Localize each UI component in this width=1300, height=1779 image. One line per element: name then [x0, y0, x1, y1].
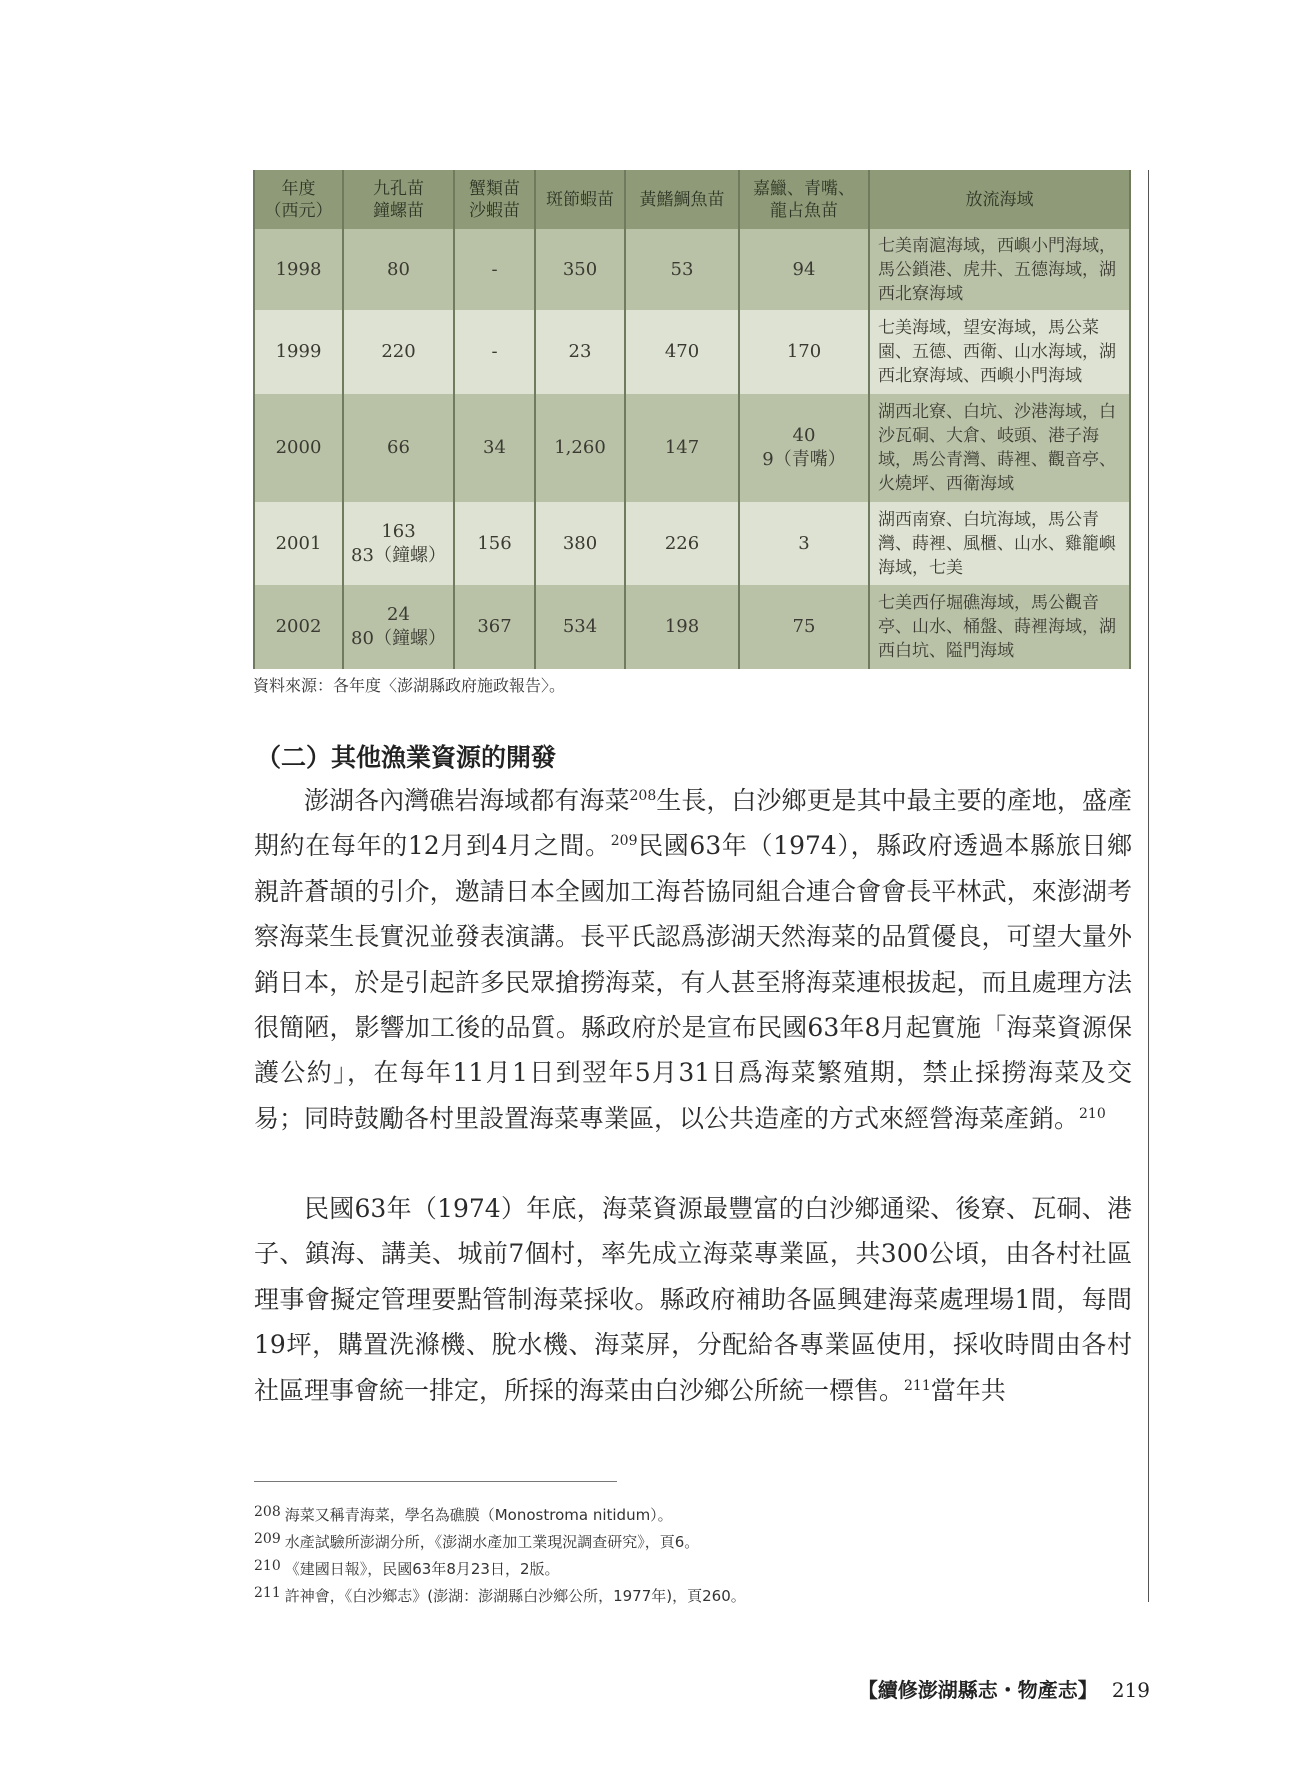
- paragraph-2: [254, 1186, 1132, 1413]
- release-area-cell: 七美西仔堀礁海域，馬公觀音亭、山水、桶盤、蒔裡海域，湖西白坑、隘門海域: [869, 585, 1130, 669]
- year-cell: 1998: [254, 229, 343, 310]
- footnote: [254, 1527, 746, 1554]
- footnotes: [254, 1500, 746, 1608]
- year-cell: 2001: [254, 502, 343, 585]
- footnote-ref[interactable]: 209: [610, 833, 638, 850]
- page-number: 219: [1111, 1678, 1150, 1702]
- column-header: 黃鰭鯛魚苗: [625, 170, 739, 229]
- count-cell: 220: [343, 310, 454, 394]
- footnote-ref[interactable]: 211: [904, 1377, 931, 1394]
- table-source-note: 資料來源：各年度〈澎湖縣政府施政報告〉。: [253, 676, 566, 695]
- count-cell: 198: [625, 585, 739, 669]
- footnote-text: 海菜又稱青海菜，學名為礁膜（Monostroma nitidum）。: [284, 1506, 673, 1524]
- count-cell: 34: [454, 394, 535, 502]
- table-row: [254, 310, 1130, 394]
- text: 澎湖各內灣礁岩海域都有海菜: [304, 786, 630, 815]
- footnote: [254, 1554, 746, 1581]
- count-cell: 163 83（鐘螺）: [343, 502, 454, 585]
- year-cell: 2002: [254, 585, 343, 669]
- count-cell: 75: [739, 585, 869, 669]
- book-title: 【續修澎湖縣志・物產志】: [857, 1678, 1098, 1702]
- table-row: [254, 229, 1130, 310]
- column-header: 九孔苗 鐘螺苗: [343, 170, 454, 229]
- section-heading: （二）其他漁業資源的開發: [256, 743, 557, 772]
- count-cell: 470: [625, 310, 739, 394]
- release-area-cell: 七美海域，望安海域，馬公菜園、五德、西衛、山水海域，湖西北寮海域、西嶼小門海域: [869, 310, 1130, 394]
- text: 民國63年（1974），縣政府透過本縣旅日鄉親許蒼頡的引介，邀請日本全國加工海苔協同組合連合會會長平林武，來澎湖考察海菜生長實況並發表演講。長平氏認爲澎湖天然海菜的品質優良，可望大量外銷日本，於是引起許多民眾搶撈海菜，有人甚至將海菜連根拔起，而且處理方法很簡陋，影響加工後的品質。縣政府於是宣布民國63年8月起實施「海菜資源保護公約」，在每年11月1日到翌年5月31日爲海菜繁殖期，禁止採撈海菜及交易；同時鼓勵各村里設置海菜專業區，以公共造產的方式來經營海菜產銷。: [254, 831, 1133, 1133]
- count-cell: 24 80（鐘螺）: [343, 585, 454, 669]
- count-cell: 23: [535, 310, 625, 394]
- column-header: 年度 （西元）: [254, 170, 343, 229]
- count-cell: -: [454, 229, 535, 310]
- count-cell: 380: [535, 502, 625, 585]
- count-cell: 80: [343, 229, 454, 310]
- footnote-ref[interactable]: 208: [629, 788, 657, 804]
- count-cell: 147: [625, 394, 739, 502]
- text: 生長，白沙鄉更是其中最主要的產地，盛產期約在每年的12月到4月之間。: [254, 786, 1132, 861]
- count-cell: -: [454, 310, 535, 394]
- count-cell: 156: [454, 502, 535, 585]
- footnote-number: 210: [254, 1558, 281, 1574]
- paragraph-1: [254, 778, 1132, 1141]
- table-row: [254, 394, 1130, 502]
- table-row: [254, 585, 1130, 669]
- year-cell: 1999: [254, 310, 343, 394]
- column-header: 放流海域: [869, 170, 1130, 229]
- count-cell: 367: [454, 585, 535, 669]
- count-cell: 66: [343, 394, 454, 502]
- column-header: 嘉鱲、青嘴、 龍占魚苗: [739, 170, 869, 229]
- count-cell: 94: [739, 229, 869, 310]
- text: 當年共: [930, 1375, 1006, 1405]
- table-header-row: [254, 170, 1130, 229]
- year-cell: 2000: [254, 394, 343, 502]
- margin-rule: [1148, 170, 1149, 1602]
- footnote-number: 211: [254, 1585, 281, 1601]
- count-cell: 3: [739, 502, 869, 585]
- footnote: [254, 1581, 746, 1608]
- text: 民國63年（1974）年底，海菜資源最豐富的白沙鄉通梁、後寮、瓦硐、港子、鎮海、講美、城前7個村，率先成立海菜專業區，共300公頃，由各村社區理事會擬定管理要點管制海菜採收。縣政府補助各區興建海菜處理場1間，每間19坪，購置洗滌機、脫水機、海菜屏，分配給各專業區使用，採收時間由各村社區理事會統一排定，所採的海菜由白沙鄉公所統一標售。: [254, 1194, 1132, 1405]
- count-cell: 40 9（青嘴）: [739, 394, 869, 502]
- footnote-ref[interactable]: 210: [1079, 1105, 1106, 1122]
- footnote-text: 水產試驗所澎湖分所，《澎湖水產加工業現況調查研究》，頁6。: [284, 1533, 700, 1551]
- footnote-number: 209: [254, 1531, 281, 1547]
- footnote-number: 208: [254, 1504, 281, 1520]
- release-area-cell: 七美南滬海域，西嶼小門海域，馬公鎖港、虎井、五德海域，湖西北寮海域: [869, 229, 1130, 310]
- footnote-text: 《建國日報》，民國63年8月23日，2版。: [284, 1560, 560, 1578]
- footnote-text: 許神會，《白沙鄉志》(澎湖：澎湖縣白沙鄉公所，1977年)，頁260。: [284, 1587, 746, 1605]
- release-area-cell: 湖西南寮、白坑海域，馬公青灣、蒔裡、風櫃、山水、雞籠嶼海域，七美: [869, 502, 1130, 585]
- footnote: [254, 1500, 746, 1527]
- count-cell: 226: [625, 502, 739, 585]
- count-cell: 534: [535, 585, 625, 669]
- column-header: 蟹類苗 沙蝦苗: [454, 170, 535, 229]
- count-cell: 53: [625, 229, 739, 310]
- release-area-cell: 湖西北寮、白坑、沙港海域，白沙瓦硐、大倉、岐頭、港子海域，馬公青灣、蒔裡、觀音亭、火燒坪、西衛海域: [869, 394, 1130, 502]
- column-header: 斑節蝦苗: [535, 170, 625, 229]
- table-row: [254, 502, 1130, 585]
- count-cell: 170: [739, 310, 869, 394]
- fish-release-table: [253, 170, 1131, 669]
- footnote-divider: [254, 1481, 617, 1482]
- count-cell: 350: [535, 229, 625, 310]
- count-cell: 1,260: [535, 394, 625, 502]
- page-footer: [858, 1674, 1150, 1703]
